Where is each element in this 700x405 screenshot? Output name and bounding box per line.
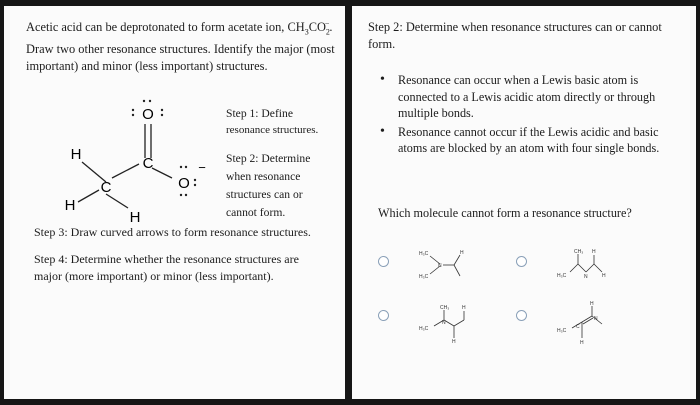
hint-title: Step 2: Determine when resonance structures can or cannot form.: [368, 20, 662, 51]
option-4-molecule: [554, 298, 614, 346]
atom-o-minus: O: [178, 175, 190, 192]
svg-text:H: H: [452, 339, 456, 344]
question-text: Which molecule cannot form a resonance structure?: [378, 206, 632, 220]
svg-text:N: N: [594, 316, 598, 322]
option-3-molecule: [416, 300, 476, 344]
option-3-radio[interactable]: [378, 310, 389, 321]
problem-statement: [26, 15, 344, 75]
option-2-radio[interactable]: [516, 256, 527, 267]
svg-text:H₃C: H₃C: [419, 251, 429, 257]
svg-text:H₃C: H₃C: [419, 326, 429, 332]
svg-text:H: H: [580, 340, 584, 346]
atom-c-carbonyl: C: [142, 155, 154, 172]
option-1-molecule: [416, 246, 466, 286]
step-1: Step 1: Define resonance structures.: [226, 107, 319, 136]
atom-h-left: H: [64, 197, 76, 214]
acetate-formula: $CH_3CO_2^-$: [287, 19, 330, 37]
svg-text:H: H: [462, 305, 466, 311]
option-2-molecule: [554, 246, 609, 286]
intro-instructions: . Draw two other resonance structures. Identify the major (most important) and minor (less important) structures.: [26, 20, 335, 73]
svg-text:N: N: [584, 274, 588, 280]
option-1-radio[interactable]: [378, 256, 389, 267]
step-4: Step 4: Determine whether the resonance structures are major (more important) or minor (less important).: [34, 252, 299, 283]
svg-text:H₃C: H₃C: [557, 273, 567, 279]
rule-item: • Resonance cannot occur if the Lewis acidic and basic atoms are blocked by an atom with four single bonds.: [380, 124, 680, 157]
acetate-lewis-structure: [44, 98, 234, 228]
svg-text:N: N: [438, 263, 442, 269]
intro-text: Acetic acid can be deprotonated to form acetate ion,: [26, 20, 285, 35]
svg-text:CH₃: CH₃: [574, 249, 584, 255]
svg-text:H: H: [460, 250, 464, 256]
svg-text:C: C: [576, 324, 580, 330]
rule-item: • Resonance can occur when a Lewis basic atom is connected to a Lewis acidic atom directly or through multiple bonds.: [380, 72, 680, 122]
svg-text:H: H: [602, 273, 606, 279]
hint-panel: [352, 6, 696, 399]
minus-charge: −: [198, 160, 206, 175]
svg-text:H: H: [590, 301, 594, 307]
atom-c-alkene: C: [100, 179, 112, 196]
svg-text:H₃C: H₃C: [419, 274, 429, 280]
svg-text:N: N: [442, 320, 446, 326]
svg-text:H₃C: H₃C: [557, 328, 567, 334]
atom-h-top: H: [70, 146, 82, 163]
svg-text:CH₃: CH₃: [440, 305, 450, 311]
step-2: Step 2: Determine when resonance structures can or cannot form.: [226, 152, 311, 219]
step-3: Step 3: Draw curved arrows to form resonance structures.: [34, 225, 311, 239]
option-4-radio[interactable]: [516, 310, 527, 321]
resonance-rules: [380, 72, 680, 159]
svg-text:H: H: [592, 249, 596, 255]
atom-o-top: O: [142, 106, 154, 123]
problem-panel: [4, 6, 345, 399]
atom-h-bottom: H: [129, 209, 141, 226]
